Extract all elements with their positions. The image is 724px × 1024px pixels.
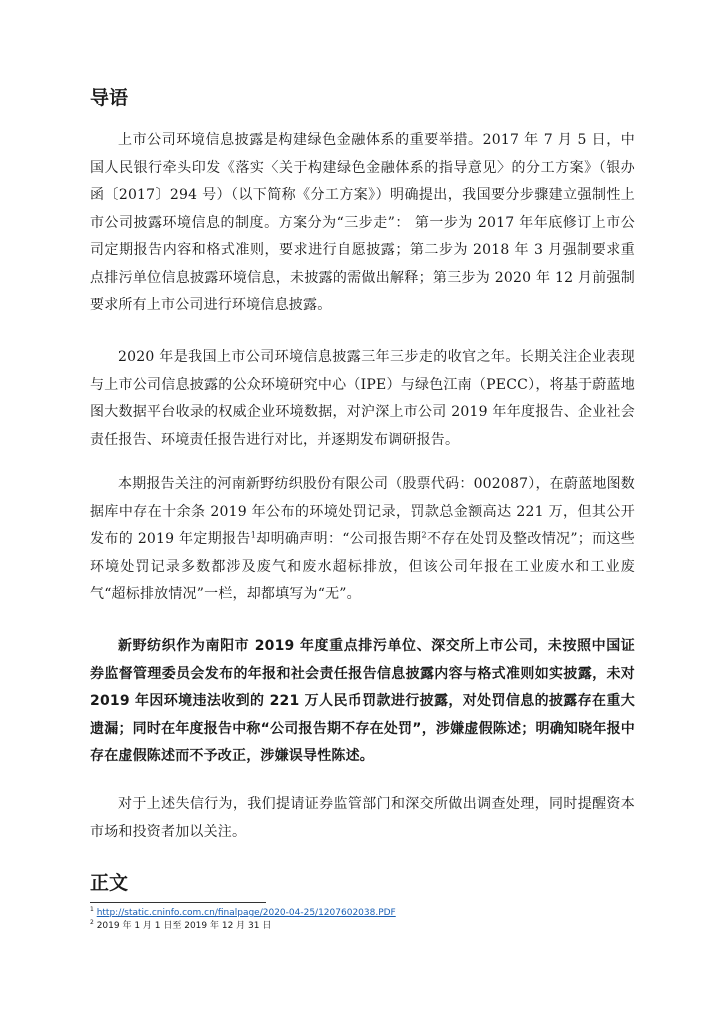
intro-paragraph-1: 上市公司环境信息披露是构建绿色金融体系的重要举措。2017 年 7 月 5 日，中国人民银行牵头印发《落实〈关于构建绿色金融体系的指导意见〉的分工方案》（银办函〔2017〕294 号）（以下简称《分工方案》）明确提出，我国要分步骤建立强制性上市公司披露环境信息的制度。方案分为“三步走”： 第一步为 2017 年年底修订上市公司定期报告内容和格式准则，要求进行自愿披露；第二步为 2018 年 3 月强制要求重点排污单位信息披露环境信息，未披露的需做出解释；第三步为 2020 年 12 月前强制要求所有上市公司进行环境信息披露。: [90, 132, 635, 313]
footnote-2: [90, 920, 635, 933]
intro-heading: 导语: [90, 87, 129, 109]
body-heading: 正文: [90, 872, 129, 894]
footnote-ref-2[interactable]: 2: [421, 530, 427, 540]
footnote-ref-1[interactable]: 1: [250, 530, 257, 540]
footnote-2-number: 2: [90, 919, 94, 926]
footnote-1: [90, 907, 635, 920]
paragraph-3-text-c: 不存在处罚及整改情况”；而这些环境处罚记录多数都涉及废气和废水超标排放，但该公司年报在工业废水和工业废气“超标排放情况”一栏，却都填写为“无”。: [90, 531, 635, 602]
intro-paragraph-5: 对于上述失信行为，我们提请证券监管部门和深交所做出调查处理，同时提醒资本市场和投资者加以关注。: [90, 796, 635, 840]
intro-paragraph-2: 2020 年是我国上市公司环境信息披露三年三步走的收官之年。长期关注企业表现与上市公司信息披露的公众环境研究中心（IPE）与绿色江南（PECC），将基于蔚蓝地图大数据平台收录的权威企业环境数据，对沪深上市公司 2019 年年度报告、企业社会责任报告、环境责任报告进行对比，并逐期发布调研报告。: [90, 349, 635, 448]
footnote-1-link[interactable]: http://static.cninfo.com.cn/finalpage/2020-04-25/1207602038.PDF: [96, 908, 396, 918]
footnote-divider: [90, 902, 266, 903]
footnotes: [90, 907, 635, 933]
footnote-1-number: 1: [90, 906, 94, 913]
intro-paragraph-4: 新野纺织作为南阳市 2019 年度重点排污单位、深交所上市公司，未按照中国证券监督管理委员会发布的年报和社会责任报告信息披露内容与格式准则如实披露，未对 2019 年因环境违法收到的 221 万人民币罚款进行披露，对处罚信息的披露存在重大遗漏；同时在年度报告中称“公司报告期不存在处罚”，涉嫌虚假陈述；明确知晓年报中存在虚假陈述而不予改正，涉嫌误导性陈述。: [90, 638, 635, 764]
footnote-2-text: 2019 年 1 月 1 日至 2019 年 12 月 31 日: [96, 921, 272, 931]
paragraph-3-text-a: 本期报告关注的河南新野纺织股份有限公司（股票代码：002087），在蔚蓝地图数据库中存在十余条 2019 年公布的环境处罚记录，罚款总金额高达 221 万，但其公开发布的 2019 年定期报告: [90, 476, 635, 547]
intro-paragraph-3: [90, 471, 635, 609]
paragraph-3-text-b: 却明确声明：“公司报告期: [256, 531, 422, 547]
